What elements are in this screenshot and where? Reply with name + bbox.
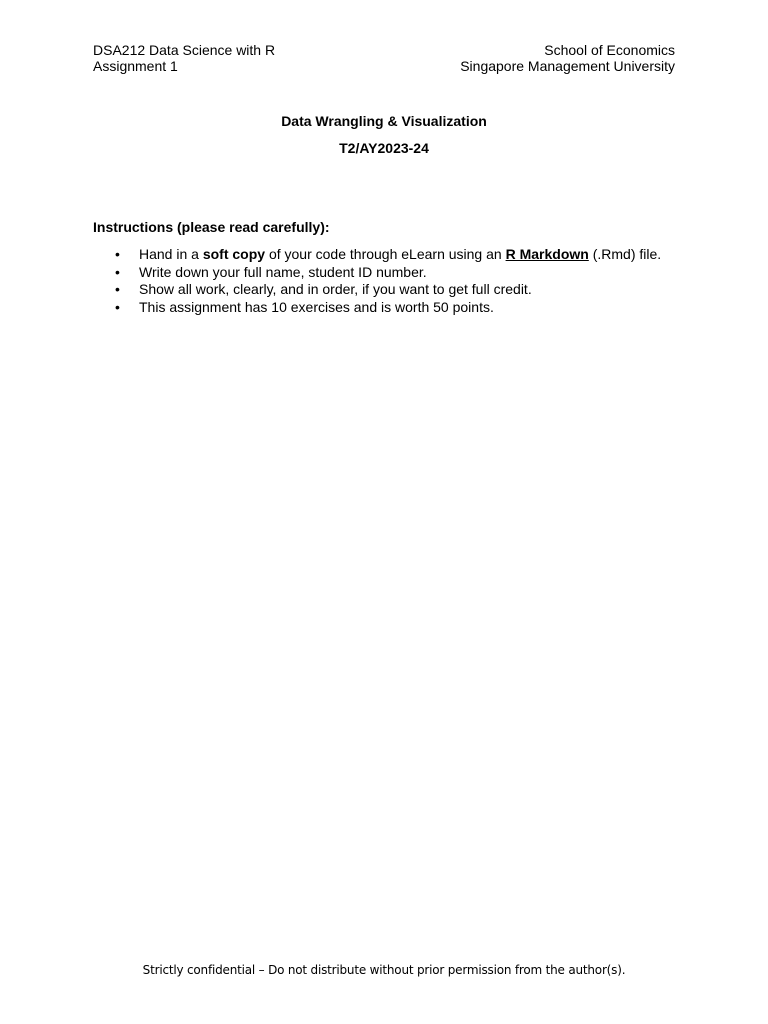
list-item [93, 299, 661, 317]
item1-soft-copy: soft copy [202, 246, 266, 262]
instructions-heading: Instructions (please read carefully): [93, 219, 330, 235]
assignment-label: Assignment 1 [93, 58, 178, 74]
item3-text: Show all work, clearly, and in order, if you want to get full credit. [139, 281, 532, 297]
list-item [93, 264, 661, 282]
item2-text: Write down your full name, student ID number. [139, 263, 427, 280]
bullet-icon: • [115, 246, 120, 262]
list-item [93, 281, 661, 299]
item4-text: This assignment has 10 exercises and is worth 50 points. [139, 298, 494, 315]
item1-text-post: (.Rmd) file. [588, 246, 662, 262]
school-name: School of Economics [544, 42, 675, 58]
item1-text-mid: of your code through eLearn using an [265, 246, 506, 262]
item1-text-pre: Hand in a [139, 246, 203, 262]
confidentiality-footer: Strictly confidential – Do not distribute without prior permission from the author(s). [142, 963, 626, 977]
document-title: Data Wrangling & Visualization [281, 113, 487, 129]
course-title: DSA212 Data Science with R [93, 42, 276, 58]
list-item [93, 246, 661, 264]
instructions-list [93, 246, 661, 316]
bullet-icon: • [115, 263, 120, 280]
item1-r-markdown: R Markdown [505, 246, 589, 262]
term-label: T2/AY2023-24 [339, 140, 429, 156]
university-name: Singapore Management University [460, 58, 675, 74]
bullet-icon: • [115, 298, 120, 315]
bullet-icon: • [115, 281, 120, 297]
